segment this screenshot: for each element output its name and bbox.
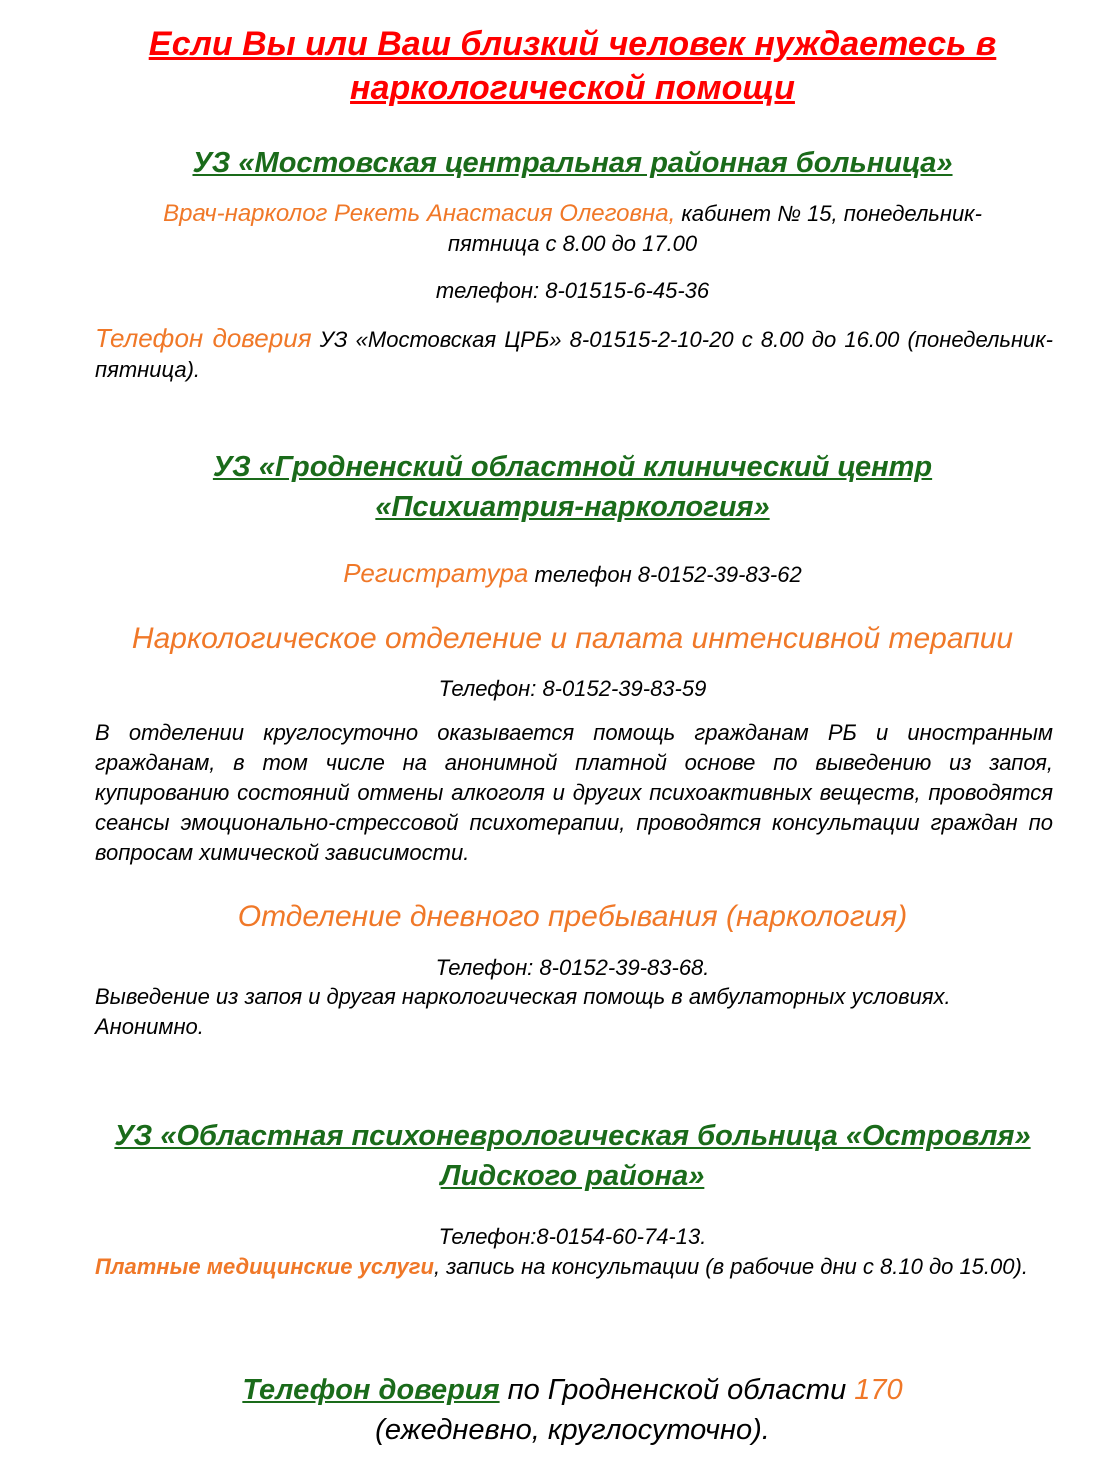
dept2-phone: Телефон: 8-0152-39-83-68.: [435, 955, 710, 980]
doctor-schedule-2: пятница с 8.00 до 17.00: [447, 231, 698, 256]
org-title-grodno: [60, 447, 1085, 527]
registry-phone: телефон 8-0152-39-83-62: [528, 562, 802, 587]
dept1-description: В отделении круглосуточно оказывается помощь гражданам РБ и иностранным гражданам, в том числе на анонимной платной основе по выведению из запоя, купированию состояний отмены алкоголя и других психоактивных веществ, проводятся сеансы эмоционально-стрессовой психотерапии, проводятся консультации граждан по вопросам химической зависимости.: [95, 720, 1053, 865]
org-title-ostrovlya-line1: УЗ «Областная психоневрологическая больница «Островля»: [114, 1120, 1031, 1152]
hotline-mostovskaya: [95, 323, 1053, 385]
org-title-ostrovlya: [60, 1116, 1085, 1196]
regional-hotline-label: Телефон доверия: [242, 1374, 500, 1406]
registry-info: [60, 558, 1085, 590]
regional-hotline: [60, 1370, 1085, 1450]
org-title-grodno-line1: УЗ «Гродненский областной клинический центр: [212, 451, 933, 483]
doctor-label: Врач-нарколог Рекеть Анастасия Олеговна,: [163, 200, 676, 227]
hotline-text: УЗ «Мостовская ЦРБ» 8-01515-2-10-20 с 8.00 до 16.00 (понедельник-пятница).: [95, 327, 1054, 382]
page-title-line1: Если Вы или Ваш близкий человек нуждаетесь в: [148, 25, 997, 63]
dept2-title: Отделение дневного пребывания (наркология): [237, 900, 908, 933]
dept1-title: Наркологическое отделение и палата интенсивной терапии: [131, 622, 1014, 655]
paid-services-label: Платные медицинские услуги: [95, 1254, 434, 1279]
ostrovlya-phone: Телефон:8-0154-60-74-13.: [438, 1224, 707, 1249]
org-title-mostovskaya: УЗ «Мостовская центральная районная больница»: [192, 147, 953, 179]
dept1-phone: Телефон: 8-0152-39-83-59: [438, 676, 707, 701]
org-title-ostrovlya-line2: Лидского района»: [440, 1160, 705, 1192]
doctor-phone: телефон: 8-01515-6-45-36: [435, 278, 710, 303]
doctor-schedule-1: кабинет № 15, понедельник-: [675, 201, 982, 226]
regional-hotline-hours: (ежедневно, круглосуточно).: [375, 1414, 770, 1446]
registry-label: Регистратура: [343, 558, 529, 588]
paid-services-text: , запись на консультации (в рабочие дни с 8.10 до 15.00).: [433, 1254, 1028, 1279]
paid-services: [95, 1252, 1053, 1282]
page-title: [60, 22, 1085, 110]
hotline-label: Телефон доверия: [95, 323, 312, 353]
dept2-description: Выведение из запоя и другая наркологическая помощь в амбулаторных условиях. Анонимно.: [95, 984, 951, 1039]
doctor-info: [60, 199, 1085, 259]
page-title-line2: наркологической помощи: [350, 69, 795, 107]
org-title-grodno-line2: «Психиатрия-наркология»: [375, 491, 770, 523]
regional-hotline-text: по Гродненской области: [499, 1374, 855, 1406]
regional-hotline-number: 170: [854, 1374, 903, 1406]
